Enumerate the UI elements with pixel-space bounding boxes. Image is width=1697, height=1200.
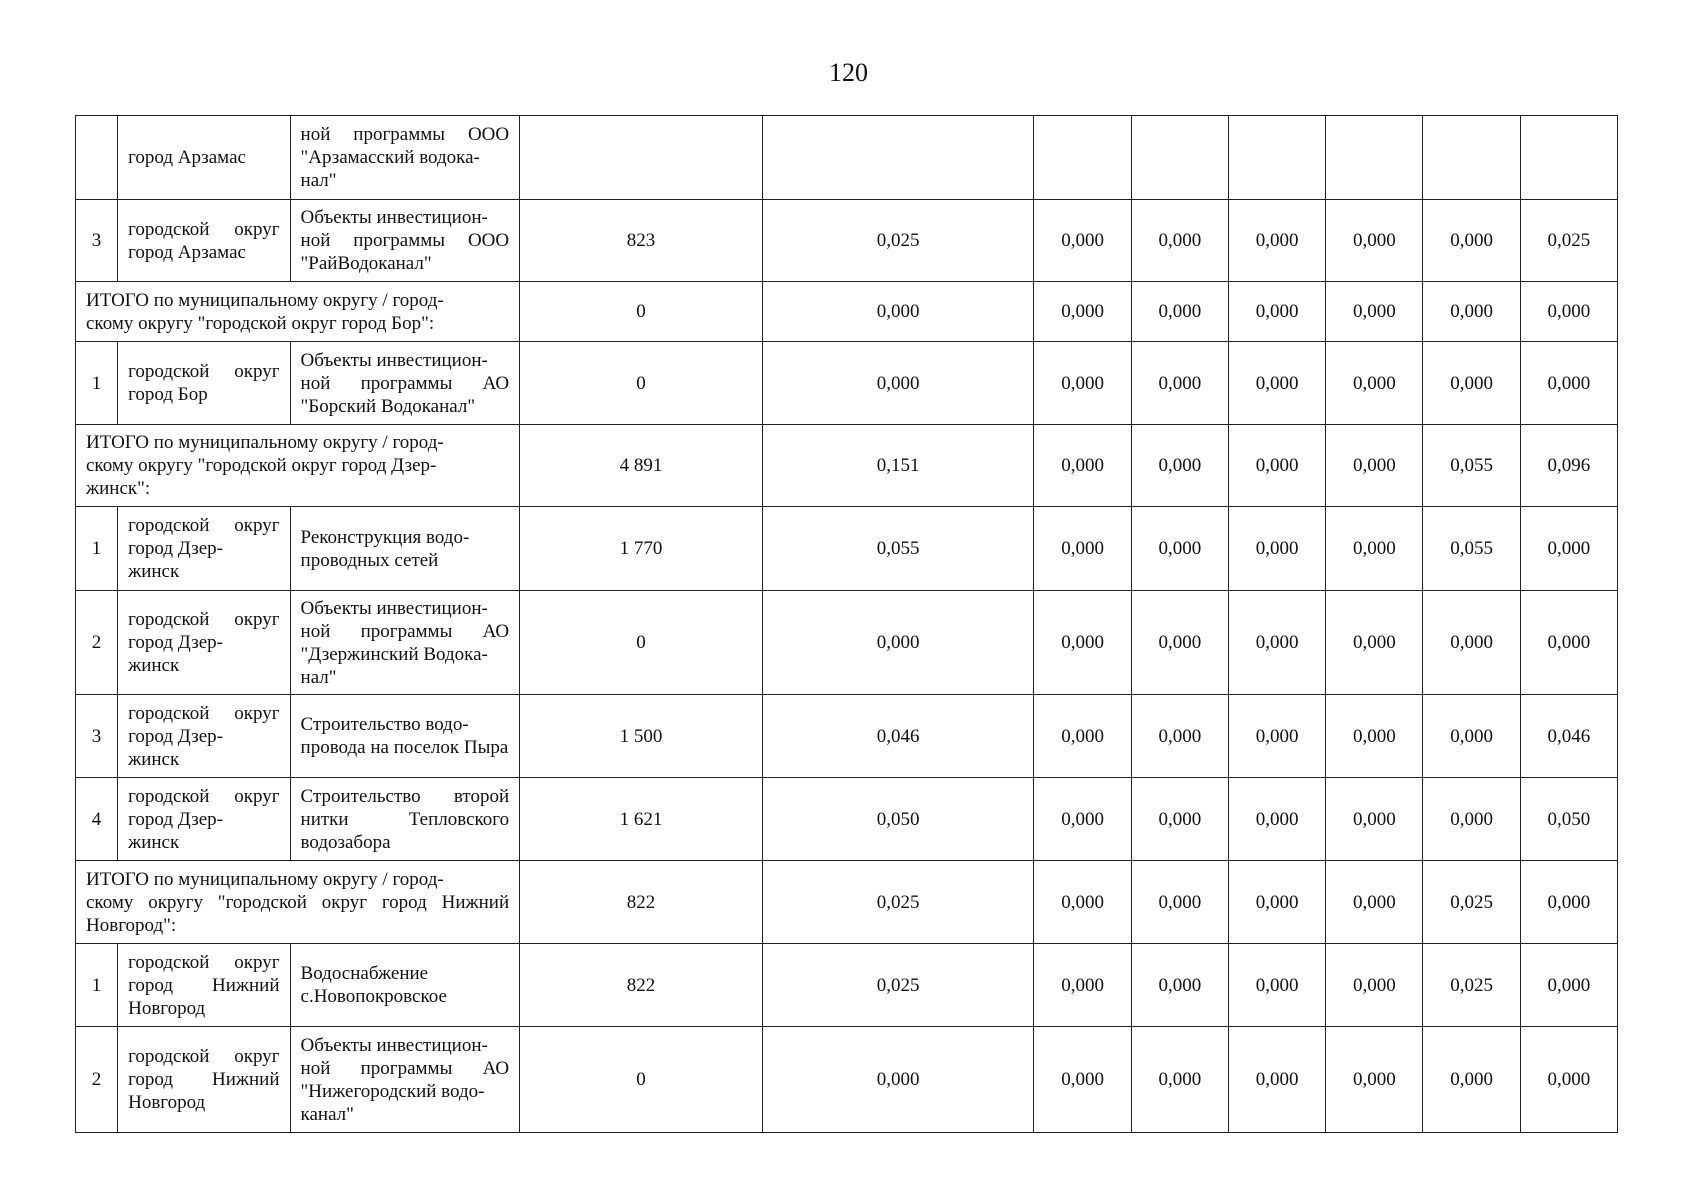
value-cell: 0,000 <box>1326 695 1423 778</box>
value-cell: 0,000 <box>1228 695 1325 778</box>
value-cell <box>1131 116 1228 200</box>
value-cell: 0,000 <box>1228 425 1325 507</box>
value-cell: 0,000 <box>1326 507 1423 591</box>
row-number: 3 <box>76 200 118 282</box>
value-cell: 823 <box>520 200 763 282</box>
row-number: 3 <box>76 695 118 778</box>
value-cell: 1 500 <box>520 695 763 778</box>
total-row <box>76 425 1618 507</box>
value-cell: 0,000 <box>1034 200 1131 282</box>
value-cell: 0,000 <box>1034 944 1131 1027</box>
object-cell: Объекты инвестицион- ной программы АО "Дзержинский Водока- нал" <box>290 591 520 695</box>
value-cell: 0,000 <box>1228 778 1325 861</box>
total-row <box>76 861 1618 944</box>
value-cell: 0,000 <box>762 591 1034 695</box>
value-cell: 0,000 <box>1423 695 1520 778</box>
table-row <box>76 342 1618 425</box>
value-cell: 0,000 <box>1326 1027 1423 1133</box>
value-cell: 0,000 <box>1034 507 1131 591</box>
value-cell: 0,000 <box>1228 944 1325 1027</box>
total-label: ИТОГО по муниципальному округу / город- скому округу "городской округ город Дзер- жинск": <box>76 425 520 507</box>
value-cell: 0 <box>520 1027 763 1133</box>
value-cell: 0,000 <box>1326 282 1423 342</box>
value-cell <box>1228 116 1325 200</box>
total-label: ИТОГО по муниципальному округу / город- скому округу "городской округ город Нижний Новгород": <box>76 861 520 944</box>
value-cell: 0,000 <box>1131 425 1228 507</box>
value-cell: 0,000 <box>1228 591 1325 695</box>
value-cell: 0,046 <box>762 695 1034 778</box>
value-cell: 0,000 <box>1034 342 1131 425</box>
object-cell: Строительство водо- провода на поселок Пыра <box>290 695 520 778</box>
page-number: 120 <box>829 58 868 87</box>
table-row <box>76 591 1618 695</box>
value-cell: 0,000 <box>1034 282 1131 342</box>
value-cell: 0,046 <box>1520 695 1617 778</box>
row-number: 2 <box>76 1027 118 1133</box>
value-cell: 0,000 <box>1228 282 1325 342</box>
object-cell: Объекты инвестицион- ной программы АО "Нижегородский водо- канал" <box>290 1027 520 1133</box>
value-cell: 0,000 <box>762 1027 1034 1133</box>
value-cell: 0,000 <box>1520 861 1617 944</box>
district-cell: городской округ город Нижний Новгород <box>118 944 290 1027</box>
value-cell: 0,000 <box>1131 944 1228 1027</box>
value-cell: 0,000 <box>1034 695 1131 778</box>
value-cell: 1 770 <box>520 507 763 591</box>
value-cell <box>762 116 1034 200</box>
value-cell: 0,000 <box>1034 425 1131 507</box>
value-cell: 0,000 <box>1131 695 1228 778</box>
value-cell: 0,000 <box>1034 778 1131 861</box>
value-cell: 0,000 <box>1423 282 1520 342</box>
value-cell: 0,000 <box>1520 282 1617 342</box>
value-cell: 0,055 <box>1423 507 1520 591</box>
value-cell: 0,000 <box>1228 342 1325 425</box>
row-number: 2 <box>76 591 118 695</box>
value-cell: 0,000 <box>1423 1027 1520 1133</box>
district-cell: городской округ город Дзер- жинск <box>118 507 290 591</box>
value-cell: 0,096 <box>1520 425 1617 507</box>
object-cell: Строительство второй нитки Тепловского водозабора <box>290 778 520 861</box>
value-cell: 0,000 <box>1228 861 1325 944</box>
value-cell: 0,000 <box>1326 944 1423 1027</box>
value-cell <box>1520 116 1617 200</box>
district-cell: городской округ город Дзер- жинск <box>118 591 290 695</box>
value-cell: 822 <box>520 861 763 944</box>
value-cell: 0,000 <box>1131 1027 1228 1133</box>
table-row <box>76 944 1618 1027</box>
value-cell: 0 <box>520 591 763 695</box>
value-cell: 0,025 <box>762 861 1034 944</box>
value-cell: 0 <box>520 282 763 342</box>
value-cell <box>1423 116 1520 200</box>
district-cell: городской округ город Арзамас <box>118 200 290 282</box>
value-cell: 0,151 <box>762 425 1034 507</box>
value-cell: 0,000 <box>1034 591 1131 695</box>
value-cell: 0,000 <box>1131 778 1228 861</box>
value-cell: 0,000 <box>1520 944 1617 1027</box>
value-cell: 0,025 <box>762 200 1034 282</box>
district-cell: городской округ город Бор <box>118 342 290 425</box>
value-cell: 0,000 <box>1034 861 1131 944</box>
value-cell: 0,000 <box>1131 591 1228 695</box>
value-cell: 0,000 <box>1131 342 1228 425</box>
value-cell: 0,055 <box>762 507 1034 591</box>
object-cell: Реконструкция водо- проводных сетей <box>290 507 520 591</box>
value-cell: 0,000 <box>1131 507 1228 591</box>
value-cell: 0,000 <box>1423 778 1520 861</box>
row-number: 1 <box>76 944 118 1027</box>
value-cell: 0 <box>520 342 763 425</box>
value-cell: 0,000 <box>1326 591 1423 695</box>
value-cell: 0,025 <box>1423 861 1520 944</box>
value-cell: 0,000 <box>1423 591 1520 695</box>
value-cell: 0,000 <box>1520 1027 1617 1133</box>
value-cell: 0,000 <box>1034 1027 1131 1133</box>
value-cell: 0,000 <box>1423 200 1520 282</box>
total-row <box>76 282 1618 342</box>
value-cell: 0,000 <box>1326 425 1423 507</box>
value-cell: 0,000 <box>762 342 1034 425</box>
row-number: 1 <box>76 507 118 591</box>
value-cell: 0,000 <box>1326 200 1423 282</box>
value-cell: 0,000 <box>1131 861 1228 944</box>
value-cell: 0,000 <box>1520 342 1617 425</box>
table-row <box>76 1027 1618 1133</box>
object-cell: Водоснабжение с.Новопокровское <box>290 944 520 1027</box>
value-cell: 0,000 <box>1423 342 1520 425</box>
value-cell: 0,000 <box>1228 507 1325 591</box>
table-row <box>76 507 1618 591</box>
table-row <box>76 778 1618 861</box>
object-cell: Объекты инвестицион- ной программы АО "Борский Водоканал" <box>290 342 520 425</box>
value-cell: 0,000 <box>762 282 1034 342</box>
value-cell: 0,050 <box>1520 778 1617 861</box>
value-cell: 0,055 <box>1423 425 1520 507</box>
value-cell: 0,000 <box>1326 342 1423 425</box>
value-cell <box>520 116 763 200</box>
total-label: ИТОГО по муниципальному округу / город- скому округу "городской округ город Бор": <box>76 282 520 342</box>
value-cell: 0,000 <box>1228 1027 1325 1133</box>
value-cell <box>1034 116 1131 200</box>
value-cell: 0,050 <box>762 778 1034 861</box>
district-cell: городской округ город Дзер- жинск <box>118 778 290 861</box>
table-row <box>76 116 1618 200</box>
district-cell: городской округ город Нижний Новгород <box>118 1027 290 1133</box>
value-cell: 4 891 <box>520 425 763 507</box>
value-cell: 0,000 <box>1520 507 1617 591</box>
value-cell: 0,000 <box>1131 200 1228 282</box>
table-row <box>76 200 1618 282</box>
row-number <box>76 116 118 200</box>
data-table <box>75 115 1618 1133</box>
value-cell: 0,025 <box>1423 944 1520 1027</box>
value-cell: 0,025 <box>762 944 1034 1027</box>
value-cell: 0,000 <box>1228 200 1325 282</box>
table-body <box>76 116 1618 1133</box>
value-cell: 0,025 <box>1520 200 1617 282</box>
table-row <box>76 695 1618 778</box>
value-cell: 822 <box>520 944 763 1027</box>
value-cell: 0,000 <box>1520 591 1617 695</box>
value-cell: 1 621 <box>520 778 763 861</box>
value-cell: 0,000 <box>1326 778 1423 861</box>
value-cell: 0,000 <box>1131 282 1228 342</box>
object-cell: Объекты инвестицион- ной программы ООО "РайВодоканал" <box>290 200 520 282</box>
object-cell: ной программы ООО "Арзамасский водока- нал" <box>290 116 520 200</box>
district-cell: город Арзамас <box>118 116 290 200</box>
row-number: 1 <box>76 342 118 425</box>
value-cell <box>1326 116 1423 200</box>
row-number: 4 <box>76 778 118 861</box>
value-cell: 0,000 <box>1326 861 1423 944</box>
district-cell: городской округ город Дзер- жинск <box>118 695 290 778</box>
